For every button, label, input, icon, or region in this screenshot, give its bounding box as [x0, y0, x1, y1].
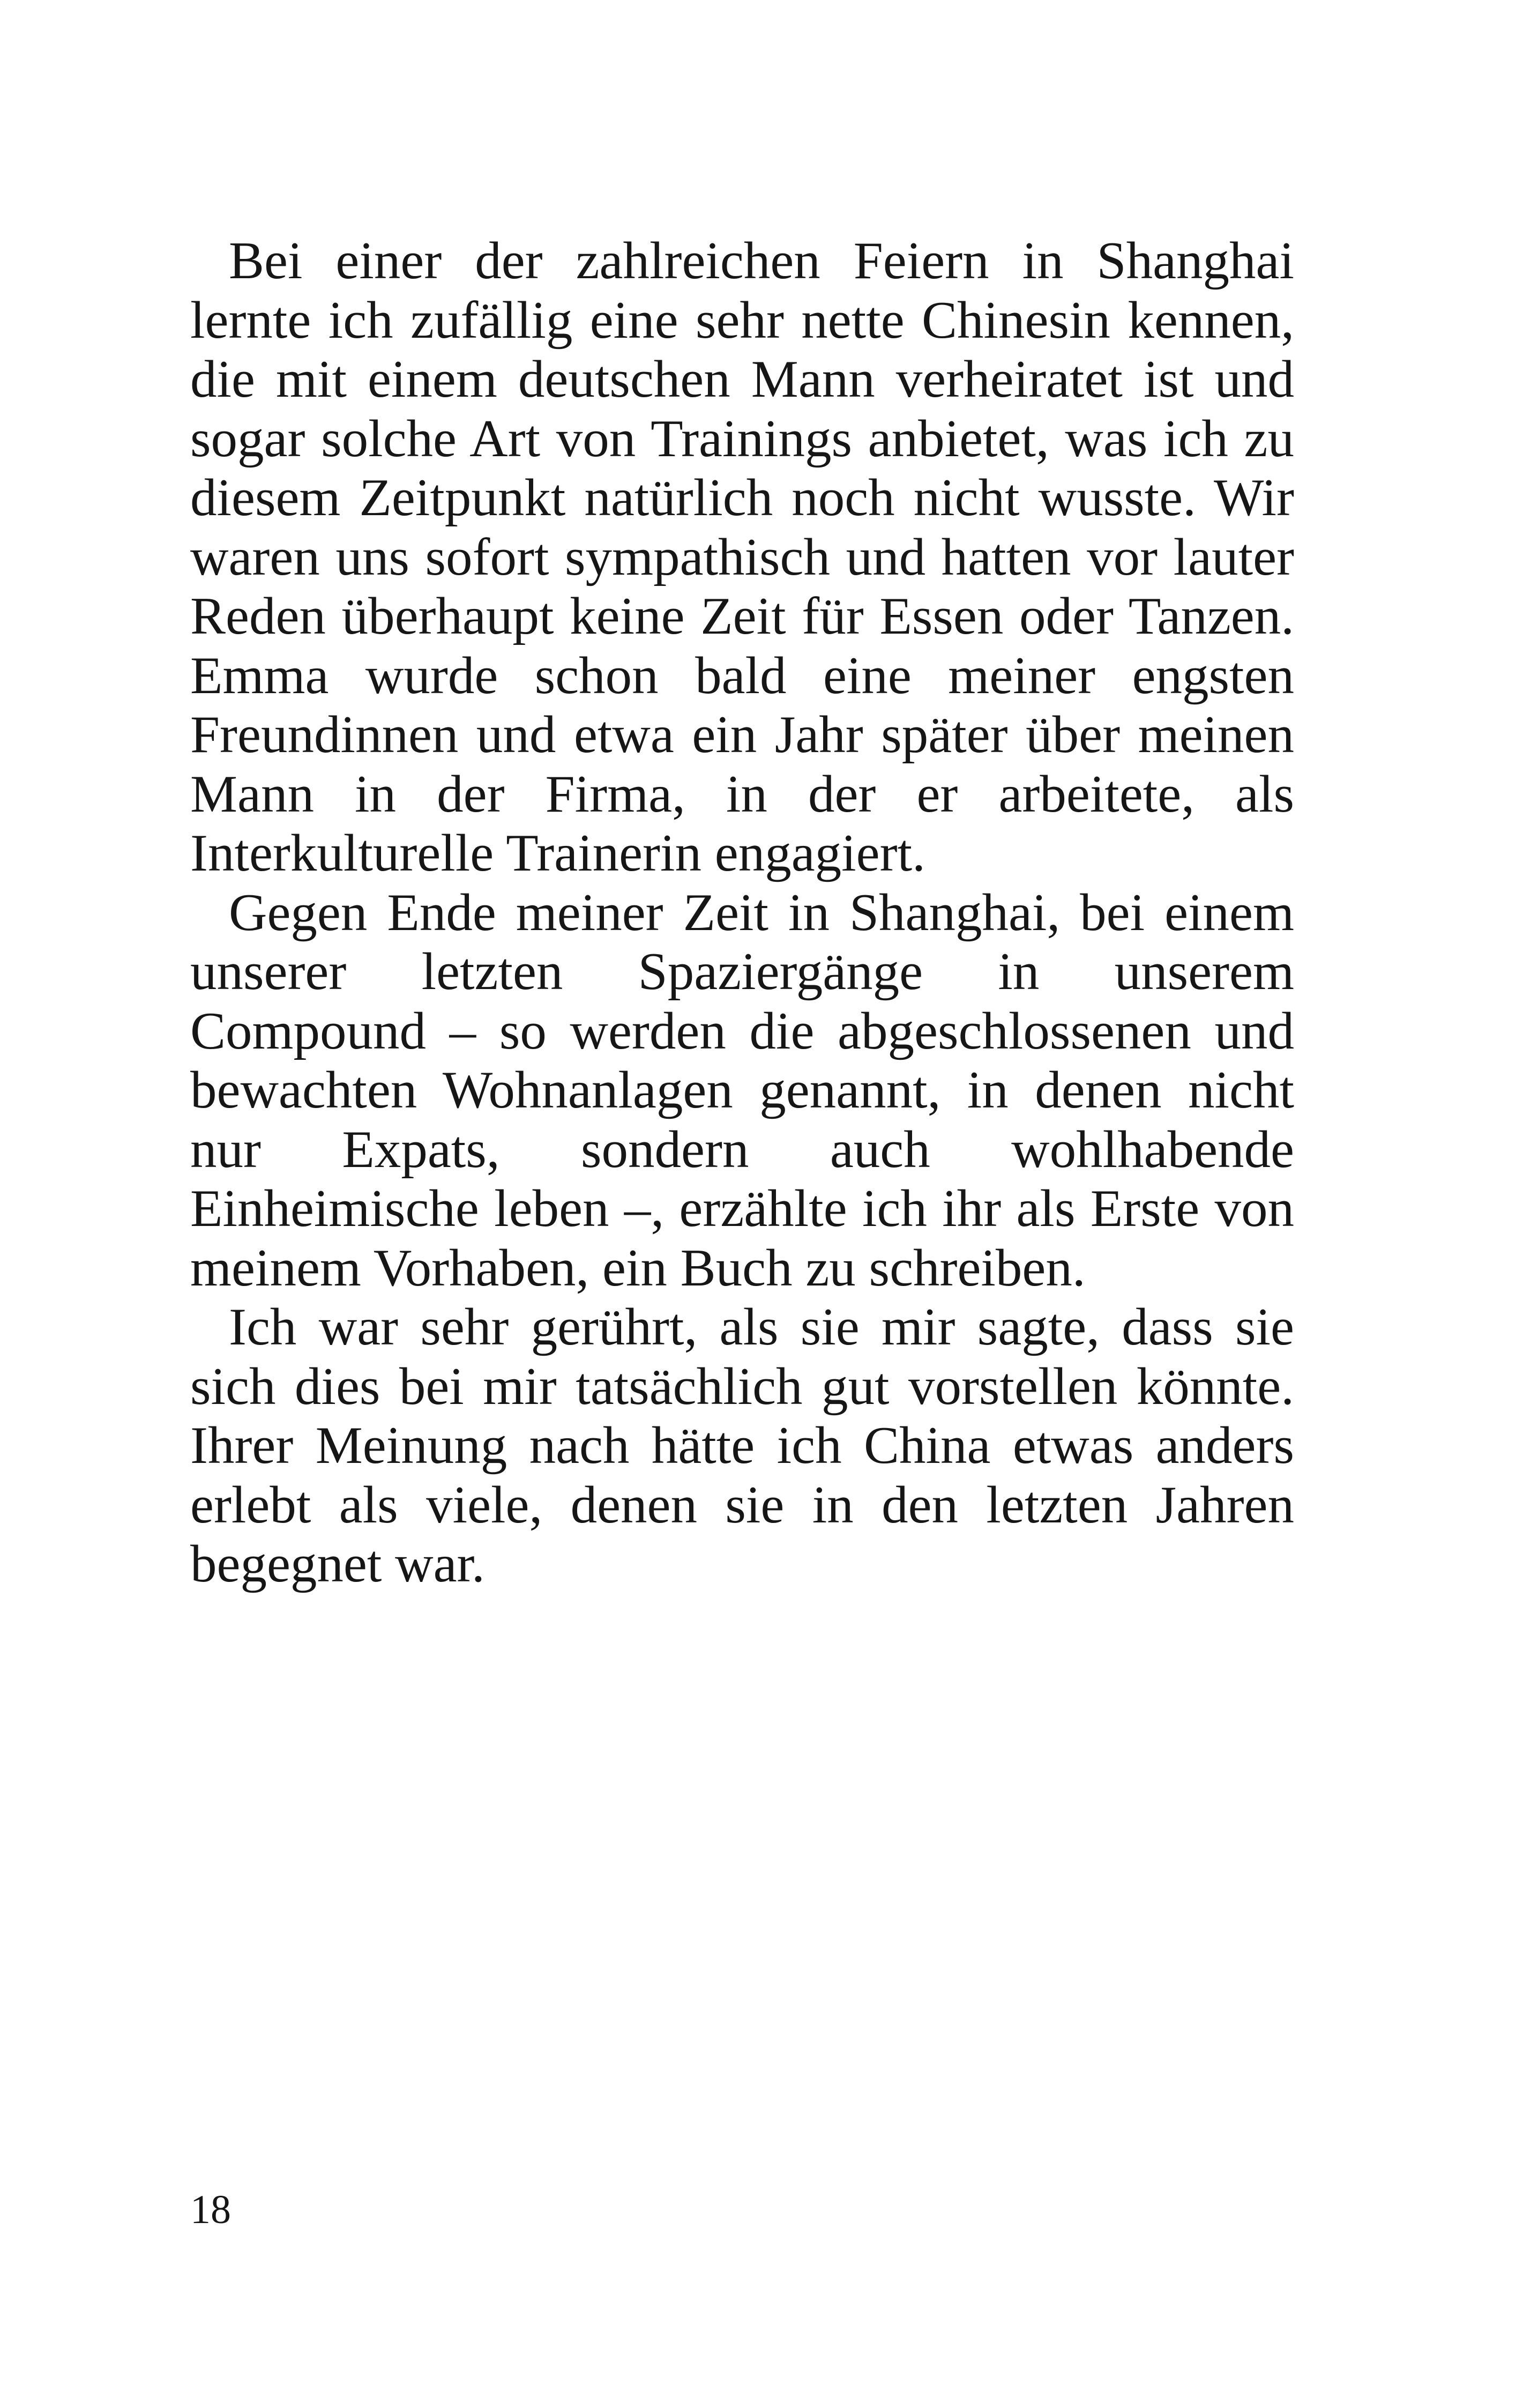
paragraph-1: Bei einer der zahlreichen Feiern in Shanghai lernte ich zufällig eine sehr nette Chinesin kennen, die mit einem deutschen Mann verheiratet ist und sogar solche Art von Trainings anbietet, was ich zu diesem Zeitpunkt natürlich noch nicht wusste. Wir waren uns sofort sympathisch und hatten vor lauter Reden überhaupt keine Zeit für Essen oder Tanzen. Emma wurde schon bald eine meiner engsten Freundinnen und etwa ein Jahr später über meinen Mann in der Firma, in der er arbeitete, als Interkulturelle Trainerin engagiert.	[190, 232, 1294, 882]
paragraph-2: Gegen Ende meiner Zeit in Shanghai, bei einem unserer letzten Spaziergänge in unserem Compound – so werden die abgeschlossenen und bewachten Wohnanlagen genannt, in denen nicht nur Expats, sondern auch wohlhabende Einheimische leben –, erzählte ich ihr als Erste von meinem Vorhaben, ein Buch zu schreiben.	[190, 883, 1294, 1297]
paragraph-3: Ich war sehr gerührt, als sie mir sagte, dass sie sich dies bei mir tatsächlich gut vorstellen könnte. Ihrer Meinung nach hätte ich China etwas anders erlebt als viele, denen sie in den letzten Jahren begegnet war.	[190, 1298, 1294, 1593]
page-number: 18	[190, 2187, 231, 2232]
body-text	[190, 232, 1294, 1594]
